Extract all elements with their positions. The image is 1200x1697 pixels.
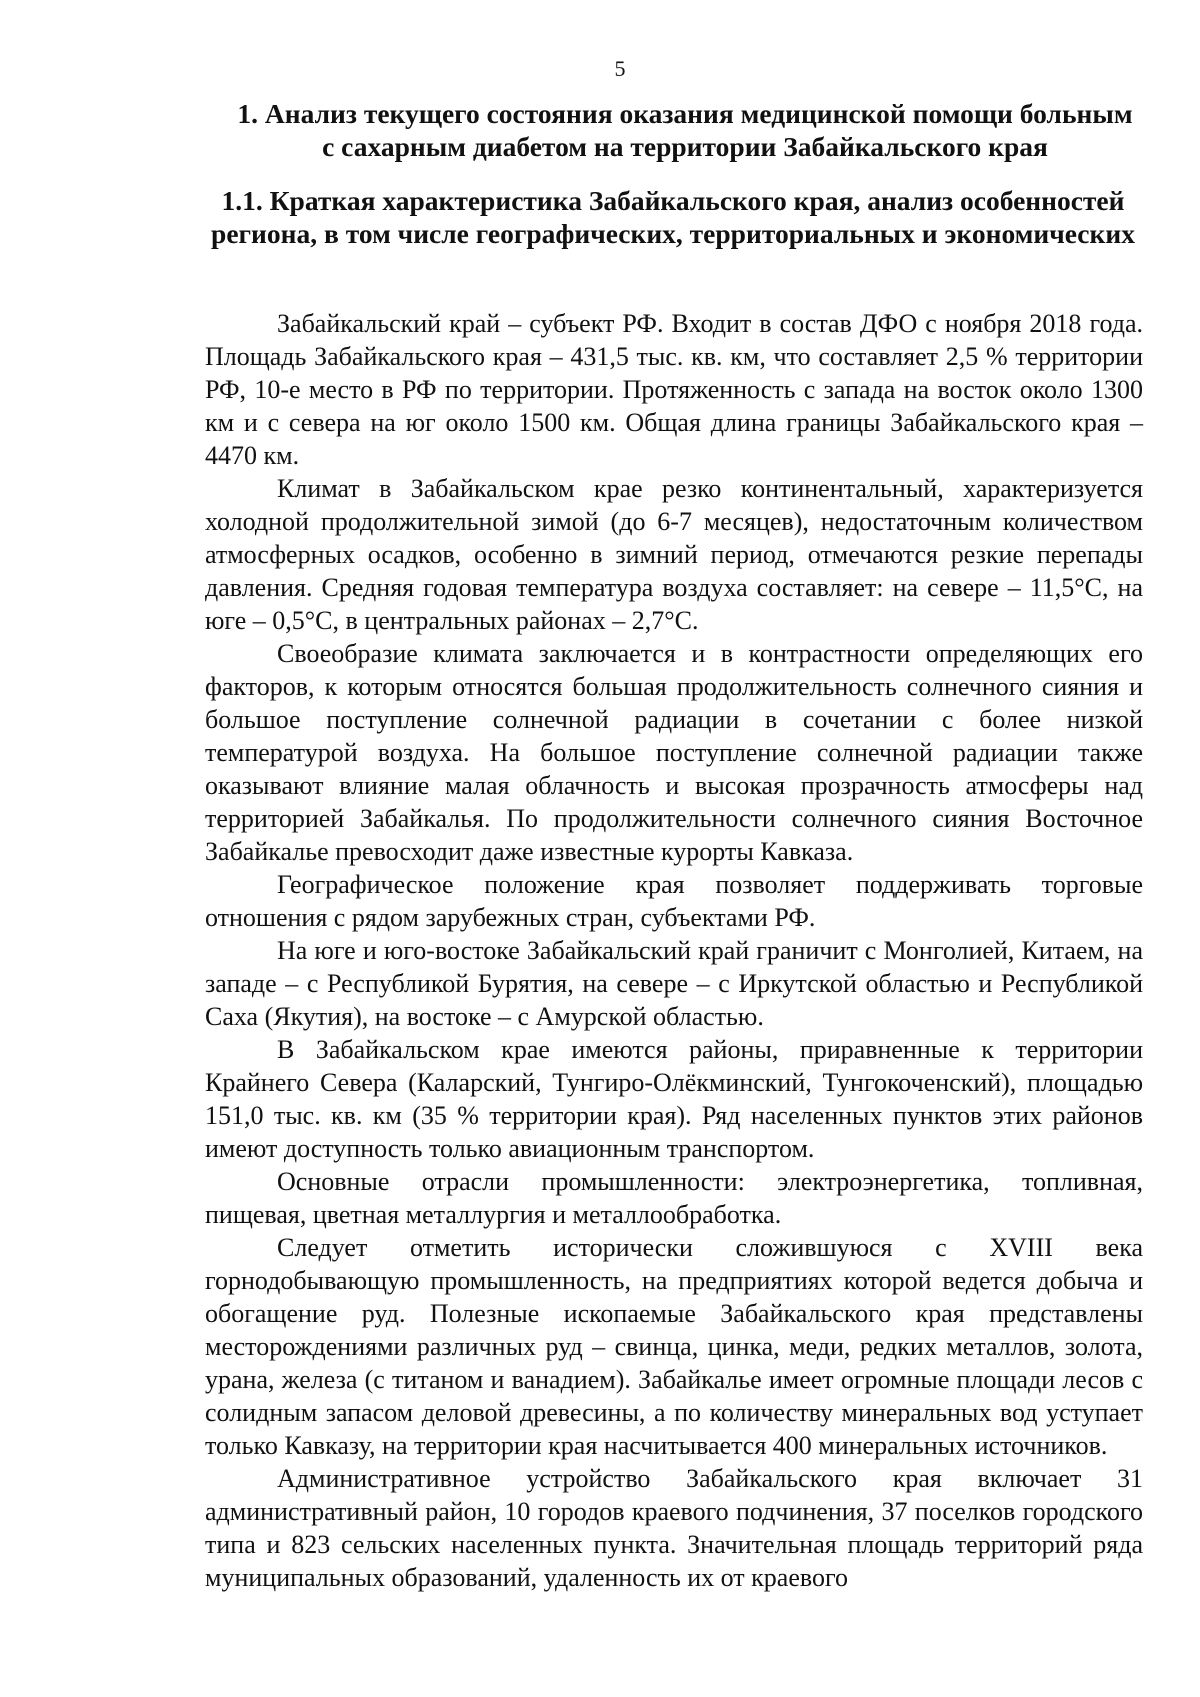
paragraph-climate-features: Своеобразие климата заключается и в контрастности определяющих его факторов, к которым относятся большая продолжительность солнечного сияния и большое поступление солнечной радиации в сочетании с более низкой температурой воздуха. На большое поступление солнечной радиации также оказывают влияние малая облачность и высокая прозрачность атмосферы над территорией Забайкалья. По продолжительности солнечного сияния Восточное Забайкалье превосходит даже известные курорты Кавказа. [205, 639, 1143, 866]
subsection-heading: 1.1. Краткая характеристика Забайкальского края, анализ особенностей региона, в том числе географических, территориальных и экономических [211, 185, 1135, 249]
paragraph-far-north: В Забайкальском крае имеются районы, приравненные к территории Крайнего Севера (Каларский, Тунгиро-Олёкминский, Тунгокоченский), площадью 151,0 тыс. кв. км (35 % территории края). Ряд населенных пунктов этих районов имеют доступность только авиационным транспортом. [205, 1035, 1143, 1163]
section-heading: 1. Анализ текущего состояния оказания медицинской помощи больным с сахарным диабетом на территории Забайкальского края [237, 98, 1133, 162]
paragraph-borders: На юге и юго-востоке Забайкальский край граничит с Монголией, Китаем, на западе – с Республикой Бурятия, на севере – с Иркутской областью и Республикой Саха (Якутия), на востоке – с Амурской областью. [205, 936, 1143, 1031]
paragraph-mining: Следует отметить исторически сложившуюся с XVIII века горнодобывающую промышленность, на предприятиях которой ведется добыча и обогащение руд. Полезные ископаемые Забайкальского края представлены месторождениями различных руд – свинца, цинка, меди, редких металлов, золота, урана, железа (с титаном и ванадием). Забайкалье имеет огромные площади лесов с солидным запасом деловой древесины, а по количеству минеральных вод уступает только Кавказу, на территории края насчитывается 400 минеральных источников. [205, 1233, 1143, 1460]
page-number: 5 [614, 56, 626, 81]
paragraph-area: Забайкальский край – субъект РФ. Входит в состав ДФО с ноября 2018 года. Площадь Забайкальского края – 431,5 тыс. кв. км, что составляет 2,5 % территории РФ, 10-е место в РФ по территории. Протяженность с запада на восток около 1300 км и с севера на юг около 1500 км. Общая длина границы Забайкальского края – 4470 км. [205, 309, 1143, 470]
paragraph-trade: Географическое положение края позволяет поддерживать торговые отношения с рядом зарубежных стран, субъектами РФ. [205, 870, 1143, 932]
paragraph-administration: Административное устройство Забайкальского края включает 31 административный район, 10 городов краевого подчинения, 37 поселков городского типа и 823 сельских населенных пункта. Значительная площадь территорий ряда муниципальных образований, удаленность их от краевого [205, 1464, 1143, 1592]
paragraph-industry: Основные отрасли промышленности: электроэнергетика, топливная, пищевая, цветная металлургия и металлообработка. [205, 1167, 1143, 1229]
body-text [205, 307, 1143, 1594]
paragraph-climate: Климат в Забайкальском крае резко континентальный, характеризуется холодной продолжительной зимой (до 6-7 месяцев), недостаточным количеством атмосферных осадков, особенно в зимний период, отмечаются резкие перепады давления. Средняя годовая температура воздуха составляет: на севере – 11,5°С, на юге – 0,5°С, в центральных районах – 2,7°С. [205, 474, 1143, 635]
